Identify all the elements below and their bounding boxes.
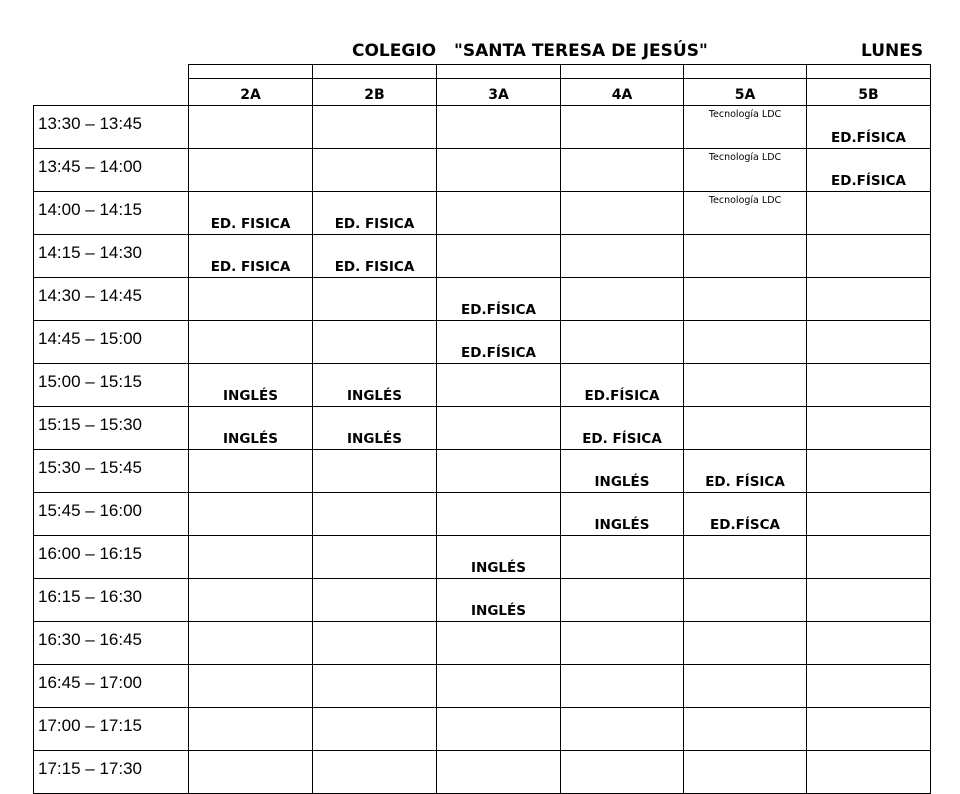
spacer-cell [807,65,931,79]
time-slot-label: 17:15 – 17:30 [34,751,189,794]
empty-slot [561,192,684,235]
schedule-entry: Tecnología LDC [684,192,807,235]
schedule-entry: INGLÉS [561,450,684,493]
empty-slot [684,751,807,794]
empty-slot [807,493,931,536]
empty-slot [189,278,313,321]
schedule-table [33,64,931,794]
empty-slot [807,364,931,407]
time-slot-label: 16:15 – 16:30 [34,579,189,622]
empty-slot [807,665,931,708]
schedule-entry: ED. FISICA [313,192,437,235]
school-prefix: COLEGIO [352,41,437,61]
time-slot-label: 16:30 – 16:45 [34,622,189,665]
time-slot-label: 15:45 – 16:00 [34,493,189,536]
schedule-entry: INGLÉS [437,536,561,579]
empty-slot [561,708,684,751]
empty-slot [437,665,561,708]
schedule-entry: ED. FISICA [313,235,437,278]
empty-slot [437,106,561,149]
time-row [34,751,931,794]
empty-slot [313,665,437,708]
empty-slot [313,149,437,192]
empty-slot [561,751,684,794]
empty-slot [684,708,807,751]
corner-blank [34,79,189,106]
empty-slot [189,665,313,708]
schedule-entry: ED.FÍSICA [807,106,931,149]
empty-slot [437,493,561,536]
schedule-entry: ED. FÍSICA [684,450,807,493]
empty-slot [189,579,313,622]
spacer-cell [561,65,684,79]
schedule-entry: INGLÉS [437,579,561,622]
empty-slot [561,106,684,149]
time-slot-label: 17:00 – 17:15 [34,708,189,751]
column-header-3a: 3A [437,79,561,106]
time-slot-label: 13:30 – 13:45 [34,106,189,149]
schedule-entry: INGLÉS [313,364,437,407]
schedule-entry: INGLÉS [189,407,313,450]
time-slot-label: 15:00 – 15:15 [34,364,189,407]
empty-slot [684,321,807,364]
header-row [34,79,931,106]
empty-slot [437,622,561,665]
schedule-entry: Tecnología LDC [684,106,807,149]
corner-blank [34,65,189,79]
time-row [34,708,931,751]
empty-slot [807,579,931,622]
time-row [34,579,931,622]
spacer-cell [684,65,807,79]
empty-slot [189,149,313,192]
column-header-4a: 4A [561,79,684,106]
empty-slot [561,622,684,665]
time-row [34,536,931,579]
empty-slot [684,536,807,579]
column-header-5b: 5B [807,79,931,106]
schedule-entry: ED.FÍSCA [684,493,807,536]
empty-slot [684,622,807,665]
empty-slot [189,751,313,794]
empty-slot [684,579,807,622]
empty-slot [807,622,931,665]
time-row [34,149,931,192]
empty-slot [313,579,437,622]
empty-slot [807,235,931,278]
empty-slot [437,149,561,192]
time-row [34,106,931,149]
schedule-entry: ED.FÍSICA [807,149,931,192]
time-slot-label: 14:00 – 14:15 [34,192,189,235]
empty-slot [189,493,313,536]
empty-slot [684,407,807,450]
schedule-entry: ED. FISICA [189,192,313,235]
empty-slot [313,450,437,493]
empty-slot [561,579,684,622]
time-row [34,493,931,536]
empty-slot [807,536,931,579]
empty-slot [189,622,313,665]
empty-slot [313,106,437,149]
spacer-cell [313,65,437,79]
empty-slot [561,278,684,321]
spacer-row [34,65,931,79]
schedule-entry: ED. FISICA [189,235,313,278]
empty-slot [561,149,684,192]
empty-slot [189,321,313,364]
empty-slot [189,106,313,149]
column-header-5a: 5A [684,79,807,106]
time-row [34,622,931,665]
time-slot-label: 14:45 – 15:00 [34,321,189,364]
schedule-entry: ED.FÍSICA [437,278,561,321]
empty-slot [437,235,561,278]
column-header-2b: 2B [313,79,437,106]
time-slot-label: 15:30 – 15:45 [34,450,189,493]
empty-slot [437,192,561,235]
empty-slot [807,708,931,751]
school-name: "SANTA TERESA DE JESÚS" [454,41,708,61]
schedule-entry: ED. FÍSICA [561,407,684,450]
time-slot-label: 16:00 – 16:15 [34,536,189,579]
empty-slot [313,708,437,751]
empty-slot [313,536,437,579]
time-slot-label: 15:15 – 15:30 [34,407,189,450]
empty-slot [684,278,807,321]
time-slot-label: 13:45 – 14:00 [34,149,189,192]
empty-slot [561,536,684,579]
schedule-entry: INGLÉS [189,364,313,407]
empty-slot [437,364,561,407]
time-row [34,450,931,493]
column-header-2a: 2A [189,79,313,106]
schedule-entry: ED.FÍSICA [561,364,684,407]
time-slot-label: 14:30 – 14:45 [34,278,189,321]
empty-slot [189,708,313,751]
empty-slot [313,622,437,665]
empty-slot [189,536,313,579]
empty-slot [313,493,437,536]
time-row [34,235,931,278]
schedule-entry: INGLÉS [561,493,684,536]
empty-slot [807,321,931,364]
day-label: LUNES [861,41,924,61]
time-row [34,407,931,450]
empty-slot [313,751,437,794]
time-row [34,321,931,364]
empty-slot [684,665,807,708]
empty-slot [807,192,931,235]
empty-slot [807,407,931,450]
empty-slot [561,321,684,364]
schedule-entry: INGLÉS [313,407,437,450]
empty-slot [807,751,931,794]
empty-slot [437,450,561,493]
time-slot-label: 14:15 – 14:30 [34,235,189,278]
spacer-cell [189,65,313,79]
empty-slot [807,450,931,493]
schedule-entry: Tecnología LDC [684,149,807,192]
empty-slot [684,364,807,407]
empty-slot [189,450,313,493]
time-slot-label: 16:45 – 17:00 [34,665,189,708]
empty-slot [561,235,684,278]
empty-slot [807,278,931,321]
time-row [34,364,931,407]
empty-slot [437,407,561,450]
empty-slot [313,278,437,321]
empty-slot [561,665,684,708]
empty-slot [437,751,561,794]
empty-slot [313,321,437,364]
spacer-cell [437,65,561,79]
empty-slot [437,708,561,751]
empty-slot [684,235,807,278]
time-row [34,192,931,235]
time-row [34,665,931,708]
schedule-entry: ED.FÍSICA [437,321,561,364]
time-row [34,278,931,321]
